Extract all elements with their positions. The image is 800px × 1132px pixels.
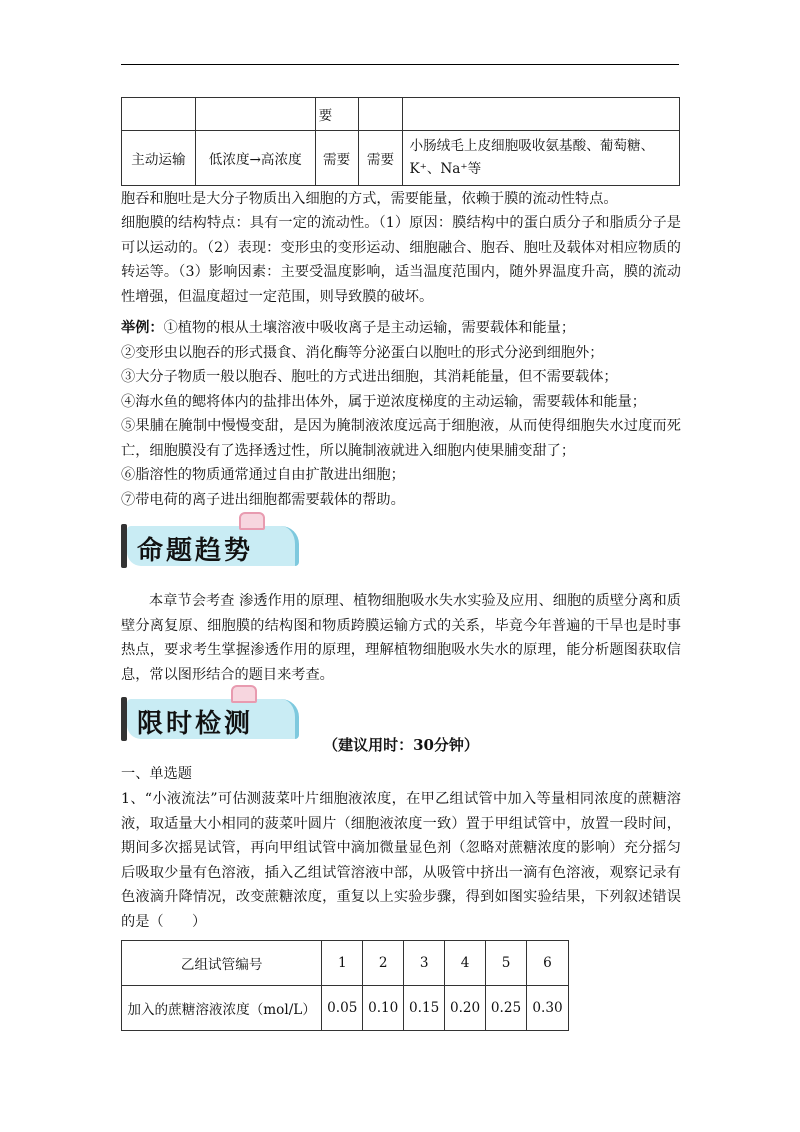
paragraph-endocytosis: 胞吞和胞吐是大分子物质出入细胞的方式，需要能量，依赖于膜的流动性特点。 bbox=[121, 191, 618, 207]
table-cell: 主动运输 bbox=[122, 131, 196, 186]
example-item: ④海水鱼的鳃将体内的盐排出体外，属于逆浓度梯度的主动运输，需要载体和能量； bbox=[121, 393, 646, 410]
table-cell: 0.10 bbox=[363, 986, 404, 1031]
table-cell: 5 bbox=[486, 941, 527, 986]
example-item: ⑦带电荷的离子进出细胞都需要载体的帮助。 bbox=[121, 491, 405, 508]
section-heading: 一、单选题 bbox=[121, 766, 192, 782]
table-cell: 需要 bbox=[315, 131, 358, 186]
table-cell: 加入的蔗糖溶液浓度（mol/L） bbox=[122, 986, 322, 1031]
table-cell: 2 bbox=[363, 941, 404, 986]
table-cell: 小肠绒毛上皮细胞吸收氨基酸、葡萄糖、K⁺、Na⁺等 bbox=[403, 131, 680, 186]
paperclip-icon bbox=[239, 512, 265, 530]
paragraph-membrane-fluidity: 细胞膜的结构特点：具有一定的流动性。（1）原因：膜结构中的蛋白质分子和脂质分子是可以运动的。（2）表现：变形虫的变形运动、细胞融合、胞吞、胞吐及载体对相应物质的转运等。（3）影响因素：主要受温度影响，适当温度范围内，随外界温度升高，膜的流动性增强，但温度超过一定范围，则导致膜的破坏。 bbox=[121, 215, 681, 305]
table-row bbox=[122, 941, 569, 986]
suggested-time: （建议用时：30分钟） bbox=[323, 736, 479, 754]
table-cell: 0.05 bbox=[322, 986, 363, 1031]
table-cell: 0.30 bbox=[526, 986, 568, 1031]
examples-block bbox=[121, 316, 681, 512]
table-cell bbox=[122, 98, 196, 131]
banner-title: 限时检测 bbox=[137, 709, 254, 739]
header-rule bbox=[121, 64, 679, 65]
example-label: 举例： bbox=[121, 320, 164, 336]
example-item: 举例：①植物的根从土壤溶液中吸收离子是主动运输，需要载体和能量； bbox=[121, 320, 576, 336]
table-cell bbox=[195, 98, 315, 131]
table-row bbox=[122, 131, 680, 186]
table-cell: 3 bbox=[404, 941, 445, 986]
section-banner-trend bbox=[119, 520, 299, 572]
table-cell: 乙组试管编号 bbox=[122, 941, 322, 986]
table-cell: 1 bbox=[322, 941, 363, 986]
table-row bbox=[122, 98, 680, 131]
table-cell: 要 bbox=[315, 98, 358, 131]
question-1: 1、“小液流法”可估测菠菜叶片细胞液浓度，在甲乙组试管中加入等量相同浓度的蔗糖溶液，取适量大小相同的菠菜叶圆片（细胞液浓度一致）置于甲组试管中，放置一段时间，期间多次摇晃试管，再向甲组试管中滴加微量显色剂（忽略对蔗糖浓度的影响）充分摇匀后吸取少量有色溶液，插入乙组试管溶液中部，从吸管中挤出一滴有色溶液，观察记录有色液滴升降情况，改变蔗糖浓度，重复以上实验步骤，得到如图实验结果，下列叙述错误的是（ ） bbox=[121, 791, 681, 930]
example-item: ②变形虫以胞吞的形式摄食、消化酶等分泌蛋白以胞吐的形式分泌到细胞外； bbox=[121, 344, 604, 361]
table-cell bbox=[403, 98, 680, 131]
table-cell bbox=[358, 98, 403, 131]
example-item: ⑥脂溶性的物质通常通过自由扩散进出细胞； bbox=[121, 467, 405, 483]
sucrose-table bbox=[121, 940, 569, 1031]
paperclip-icon bbox=[231, 685, 257, 703]
banner-title: 命题趋势 bbox=[137, 536, 254, 566]
table-cell: 0.15 bbox=[404, 986, 445, 1031]
transport-table bbox=[121, 97, 680, 186]
table-cell: 需要 bbox=[358, 131, 403, 186]
example-item: ⑤果脯在腌制中慢慢变甜，是因为腌制液浓度远高于细胞液，从而使得细胞失水过度而死亡，细胞膜没有了选择透过性，所以腌制液就进入细胞内使果脯变甜了； bbox=[121, 418, 681, 459]
example-item: ③大分子物质一般以胞吞、胞吐的方式进出细胞，其消耗能量，但不需要载体； bbox=[121, 369, 618, 385]
table-cell: 0.20 bbox=[445, 986, 486, 1031]
trend-paragraph: 本章节会考查 渗透作用的原理、植物细胞吸水失水实验及应用、细胞的质壁分离和质壁分离复原、细胞膜的结构图和物质跨膜运输方式的关系，毕竟今年普遍的干旱也是时事热点，要求考生掌握渗透作用的原理，理解植物细胞吸水失水的原理，能分析题图获取信息，常以图形结合的题目来考查。 bbox=[121, 593, 681, 683]
table-row bbox=[122, 986, 569, 1031]
table-cell: 0.25 bbox=[486, 986, 527, 1031]
table-cell: 4 bbox=[445, 941, 486, 986]
table-cell: 6 bbox=[526, 941, 568, 986]
table-cell: 低浓度→高浓度 bbox=[195, 131, 315, 186]
